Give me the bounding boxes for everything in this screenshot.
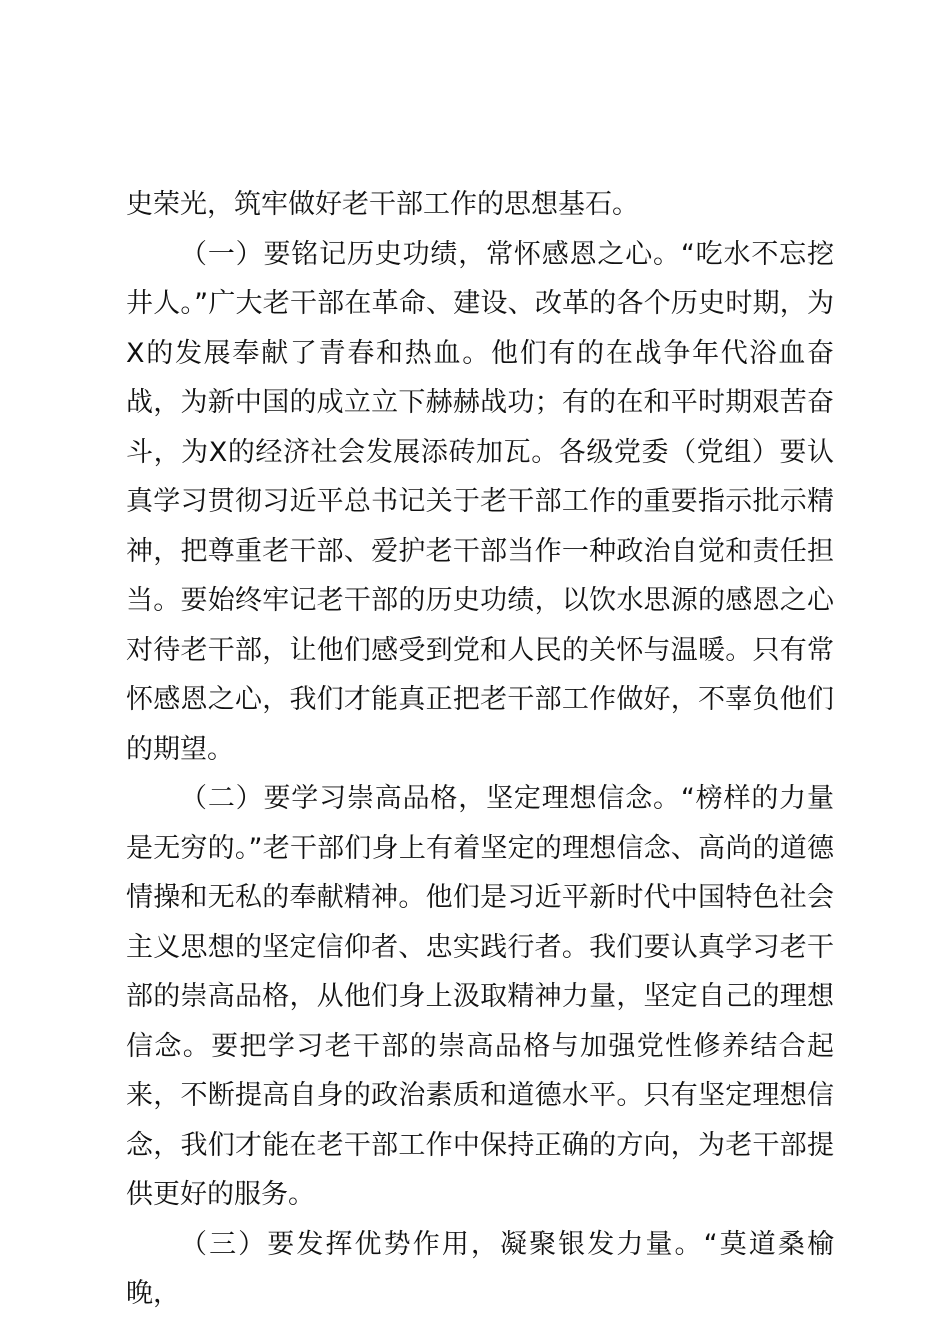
paragraph-continuation: 史荣光，筑牢做好老干部工作的思想基石。 [126,189,639,220]
paragraph-section-2: （二）要学习崇高品格，坚定理想信念。“榜样的力量是无穷的。”老干部们身上有着坚定的理想信念、高尚的道德情操和无私的奉献精神。他们是习近平新时代中国特色社会主义思想的坚定信仰者、忠实践行者。我们要认真学习老干部的崇高品格，从他们身上汲取精神力量，坚定自己的理想信念。要把学习老干部的崇高品格与加强党性修养结合起来，不断提高自身的政治素质和道德水平。只有坚定理想信念，我们才能在老干部工作中保持正确的方向，为老干部提供更好的服务。 [126,783,834,1210]
paragraph-section-1: （一）要铭记历史功绩，常怀感恩之心。“吃水不忘挖井人。”广大老干部在革命、建设、改革的各个历史时期，为X的发展奉献了青春和热血。他们有的在战争年代浴血奋战，为新中国的成立立下赫赫战功；有的在和平时期艰苦奋斗，为X的经济社会发展添砖加瓦。各级党委（党组）要认真学习贯彻习近平总书记关于老干部工作的重要指示批示精神，把尊重老干部、爱护老干部当作一种政治自觉和责任担当。要始终牢记老干部的历史功绩，以饮水思源的感恩之心对待老干部，让他们感受到党和人民的关怀与温暖。只有常怀感恩之心，我们才能真正把老干部工作做好，不辜负他们的期望。 [126,238,834,765]
paragraph-section-3: （三）要发挥优势作用，凝聚银发力量。“莫道桑榆晚， [126,1228,834,1309]
document-body [126,180,834,1319]
